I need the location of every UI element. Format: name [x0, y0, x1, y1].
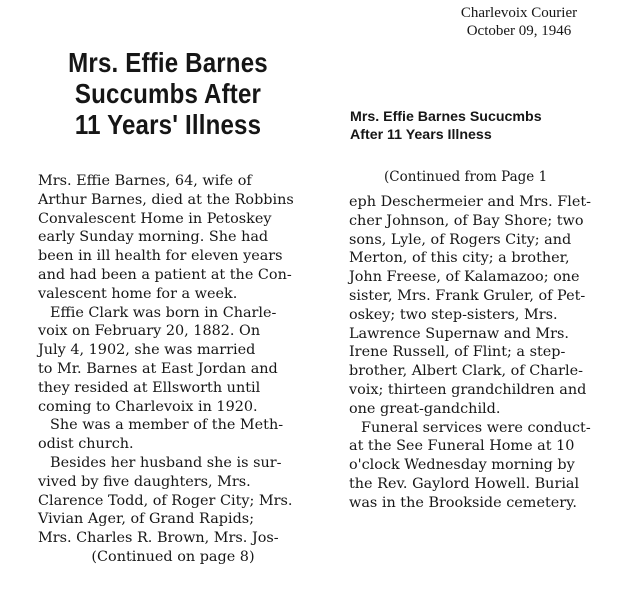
text-line: Vivian Ager, of Grand Rapids;	[38, 511, 255, 528]
text-line: the Rev. Gaylord Howell. Burial	[349, 475, 580, 492]
text-line: Arthur Barnes, died at the Robbins	[38, 191, 294, 208]
newspaper-source	[409, 4, 629, 40]
continuation-headline-line: Mrs. Effie Barnes Sucucmbs	[350, 109, 542, 125]
text-line: to Mr. Barnes at East Jordan and	[38, 360, 278, 377]
text-line: July 4, 1902, she was married	[38, 342, 256, 359]
text-line: Irene Russell, of Flint; a step-	[349, 344, 566, 361]
article-column-left	[38, 172, 308, 567]
text-line: valescent home for a week.	[38, 285, 238, 302]
headline	[34, 47, 302, 140]
paragraph	[38, 416, 308, 454]
text-line: early Sunday morning. She had	[38, 229, 269, 246]
text-line: odist church.	[38, 436, 134, 453]
text-line: and had been a patient at the Con-	[38, 266, 292, 283]
text-line: voix on February 20, 1882. On	[38, 323, 261, 340]
text-line: Mrs. Charles R. Brown, Mrs. Jos-	[38, 530, 279, 547]
text-line: sister, Mrs. Frank Gruler, of Pet-	[349, 287, 586, 304]
text-line: voix; thirteen grandchildren and	[349, 381, 587, 398]
text-line: been in ill health for eleven years	[38, 248, 283, 265]
text-line: Convalescent Home in Petoskey	[38, 210, 272, 227]
text-line: Merton, of this city; a brother,	[349, 250, 570, 267]
text-line: cher Johnson, of Bay Shore; two	[349, 212, 584, 229]
continuation-headline	[350, 108, 630, 144]
text-line: brother, Albert Clark, of Charle-	[349, 363, 583, 380]
article-column-right	[349, 193, 623, 513]
text-line: eph Deschermeier and Mrs. Flet-	[349, 194, 591, 210]
continued-from-note: (Continued from Page 1	[384, 169, 548, 185]
text-line: was in the Brookside cemetery.	[349, 494, 577, 511]
paragraph	[349, 193, 623, 419]
text-line: sons, Lyle, of Rogers City; and	[349, 231, 572, 248]
text-line: oskey; two step-sisters, Mrs.	[349, 306, 558, 323]
paragraph	[38, 304, 308, 417]
text-line: o'clock Wednesday morning by	[349, 457, 575, 474]
text-line: at the See Funeral Home at 10	[349, 438, 575, 455]
paragraph	[38, 172, 308, 304]
continuation-headline-line: After 11 Years Illness	[350, 127, 492, 143]
text-line: Funeral services were conduct-	[361, 419, 591, 436]
text-line: She was a member of the Meth-	[50, 417, 284, 434]
text-line: Mrs. Effie Barnes, 64, wife of	[38, 173, 252, 189]
newspaper-name: Charlevoix Courier	[460, 5, 578, 21]
text-line: Lawrence Supernaw and Mrs.	[349, 325, 569, 342]
publication-date: October 09, 1946	[466, 23, 572, 39]
paragraph	[38, 454, 308, 548]
headline-line: Mrs. Effie Barnes	[68, 47, 268, 78]
text-line: John Freese, of Kalamazoo; one	[349, 269, 580, 286]
text-line: they resided at Ellsworth until	[38, 379, 261, 396]
text-line: one great-gandchild.	[349, 400, 501, 417]
text-line: Besides her husband she is sur-	[50, 454, 282, 471]
continued-on-note: (Continued on page 8)	[91, 548, 255, 565]
headline-line: Succumbs After	[74, 78, 262, 109]
text-line: vived by five daughters, Mrs.	[38, 473, 251, 490]
paragraph	[349, 419, 623, 513]
text-line: coming to Charlevoix in 1920.	[38, 398, 258, 415]
text-line: Effie Clark was born in Charle-	[50, 304, 277, 321]
text-line: Clarence Todd, of Roger City; Mrs.	[38, 492, 293, 509]
headline-line: 11 Years' Illness	[74, 109, 262, 140]
